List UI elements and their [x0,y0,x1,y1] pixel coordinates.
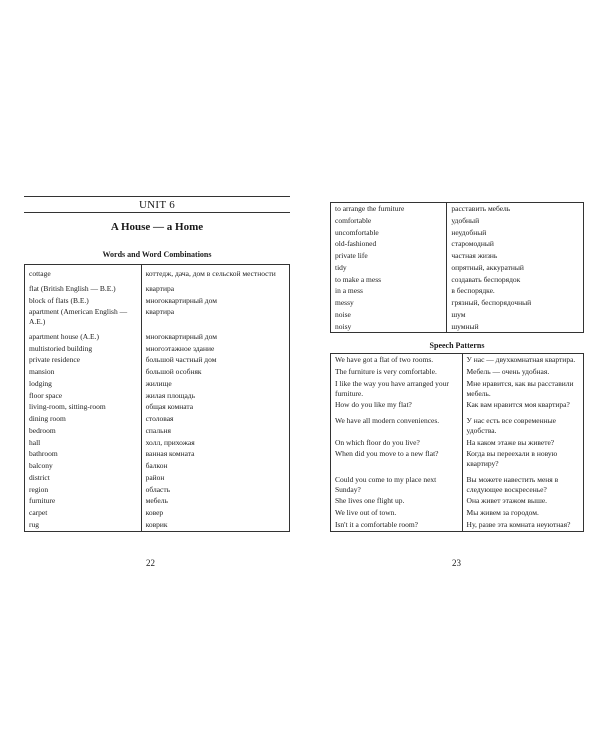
table-row: noise шум [331,309,584,321]
table-row: balcony балкон [25,460,290,472]
speech-patterns-title: Speech Patterns [429,341,485,351]
section-title: Words and Word Combinations [102,250,212,259]
table-row: block of flats (B.E.) многоквартирный дом [25,295,290,307]
table-row: living-room, sitting-room общая комната [25,401,290,413]
table-row: uncomfortable неудобный [331,227,584,239]
table-row: cottage коттедж, дача, дом в сельской местности [25,265,290,280]
unit-label: UNIT 6 [24,196,290,213]
table-row: She lives one flight up. Она живет этажом выше. [331,495,584,507]
table-row: region область [25,484,290,496]
table-row: to arrange the furniture расставить мебель [331,203,584,215]
vocabulary-table-continued [330,202,584,333]
table-row: bathroom ванная комната [25,448,290,460]
table-row: dining room столовая [25,413,290,425]
table-row: We have all modern conveniences. У нас есть все современные удобства. [331,411,584,437]
speech-patterns-table [330,353,584,531]
table-row: hall холл, прихожая [25,437,290,449]
table-row: noisy шумный [331,321,584,333]
table-row: Could you come to my place next Sunday? Вы можете навестить меня в следующее воскресенье? [331,470,584,496]
table-row: comfortable удобный [331,215,584,227]
page-number-left: 22 [146,558,155,568]
left-page [24,190,290,532]
table-row: carpet ковер [25,507,290,519]
vocabulary-table [24,264,290,532]
table-row: messy грязный, беспорядочный [331,297,584,309]
page-number-right: 23 [452,558,461,568]
table-row: How do you like my flat? Как вам нравится моя квартира? [331,399,584,411]
table-row: Isn't it a comfortable room? Ну, разве эта комната неуютная? [331,519,584,531]
unit-title: A House — a Home [110,221,204,233]
table-row: furniture мебель [25,495,290,507]
table-row: in a mess в беспорядке. [331,285,584,297]
table-row: I like the way you have arranged your furniture. Мне нравится, как вы расставили мебель. [331,378,584,400]
right-page [330,197,584,532]
table-row: We live out of town. Мы живем за городом. [331,507,584,519]
table-row: flat (British English — B.E.) квартира [25,280,290,295]
table-row: old-fashioned старомодный [331,238,584,250]
table-row: to make a mess создавать беспорядок [331,274,584,286]
table-row: floor space жилая площадь [25,390,290,402]
table-row: lodging жилище [25,378,290,390]
table-row: district район [25,472,290,484]
table-row: tidy опрятный, аккуратный [331,262,584,274]
table-row: bedroom спальня [25,425,290,437]
table-row: apartment (American English — A.E.) квартира [25,306,290,328]
table-row: mansion большой особняк [25,366,290,378]
table-row: On which floor do you live? На каком этаже вы живете? [331,437,584,449]
table-row: The furniture is very comfortable. Мебель — очень удобная. [331,366,584,378]
table-row: multistoried building многоэтажное здание [25,343,290,355]
table-row: We have got a flat of two rooms. У нас — двухкомнатная квартира. [331,354,584,366]
table-row: When did you move to a new flat? Когда вы переехали в новую квартиру? [331,448,584,470]
table-row: rug коврик [25,519,290,531]
table-row: apartment house (A.E.) многоквартирный дом [25,328,290,343]
table-row: private residence большой частный дом [25,354,290,366]
table-row: private life частная жизнь [331,250,584,262]
